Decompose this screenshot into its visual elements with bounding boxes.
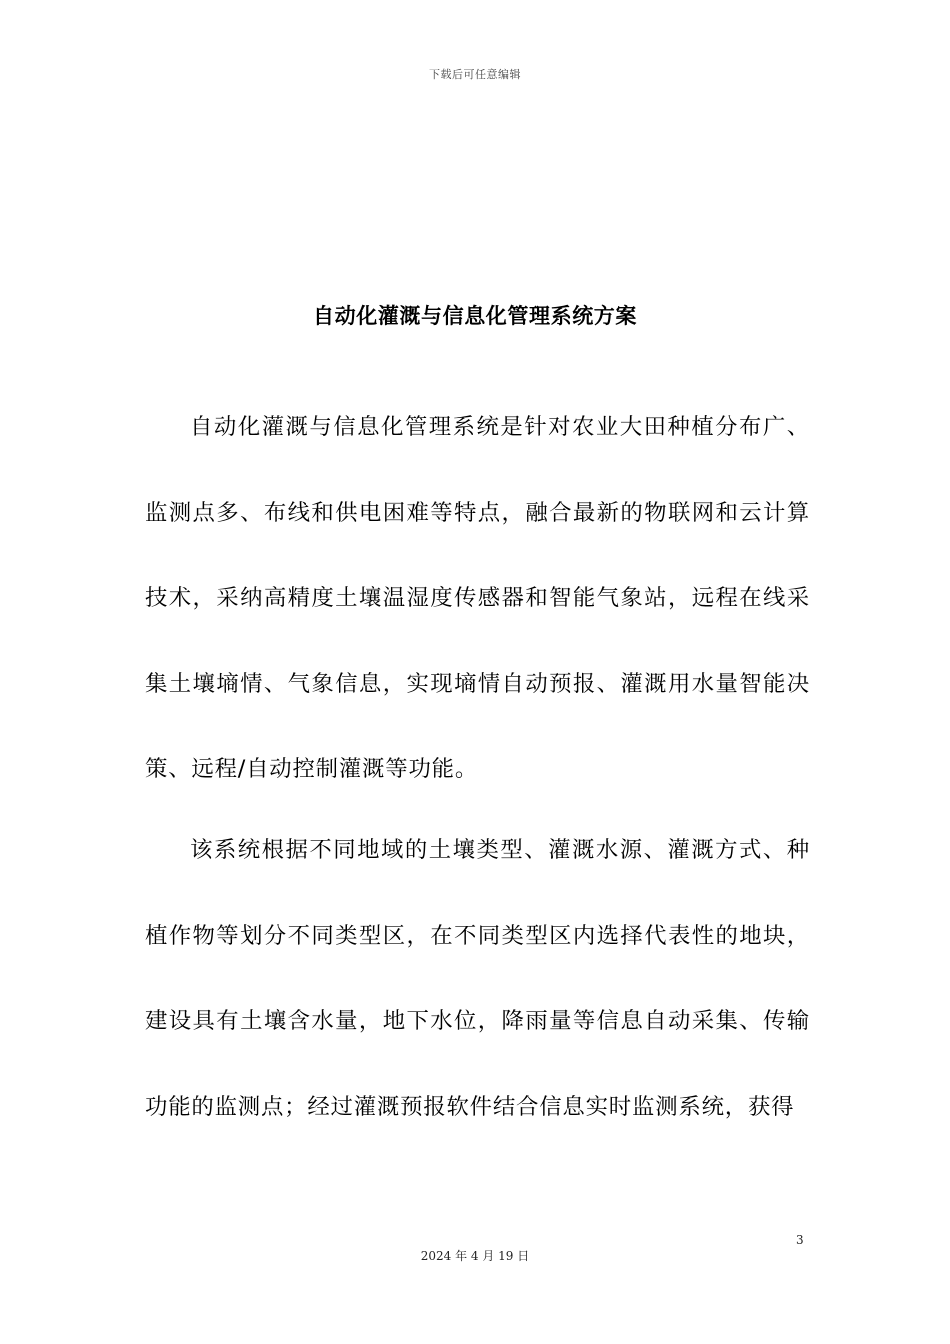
body-paragraph-1: 自动化灌溉与信息化管理系统是针对农业大田种植分布广、监测点多、布线和供电困难等特点，融合最新的物联网和云计算技术，采纳高精度土壤温湿度传感器和智能气象站，远程在线采集土壤墒情、气象信息，实现墒情自动预报、灌溉用水量智能决策、远程/自动控制灌溉等功能。 [145,414,810,783]
document-title: 自动化灌溉与信息化管理系统方案 [313,304,637,328]
footer-date: 2024 年 4 月 19 日 [420,1249,530,1263]
page-number: 3 [796,1233,804,1247]
header-note: 下载后可任意编辑 [429,68,521,81]
body-paragraph-2: 该系统根据不同地域的土壤类型、灌溉水源、灌溉方式、种植作物等划分不同类型区，在不同类型区内选择代表性的地块，建设具有土壤含水量，地下水位，降雨量等信息自动采集、传输功能的监测点；经过灌溉预报软件结合信息实时监测系统，获得 [145,837,810,1120]
